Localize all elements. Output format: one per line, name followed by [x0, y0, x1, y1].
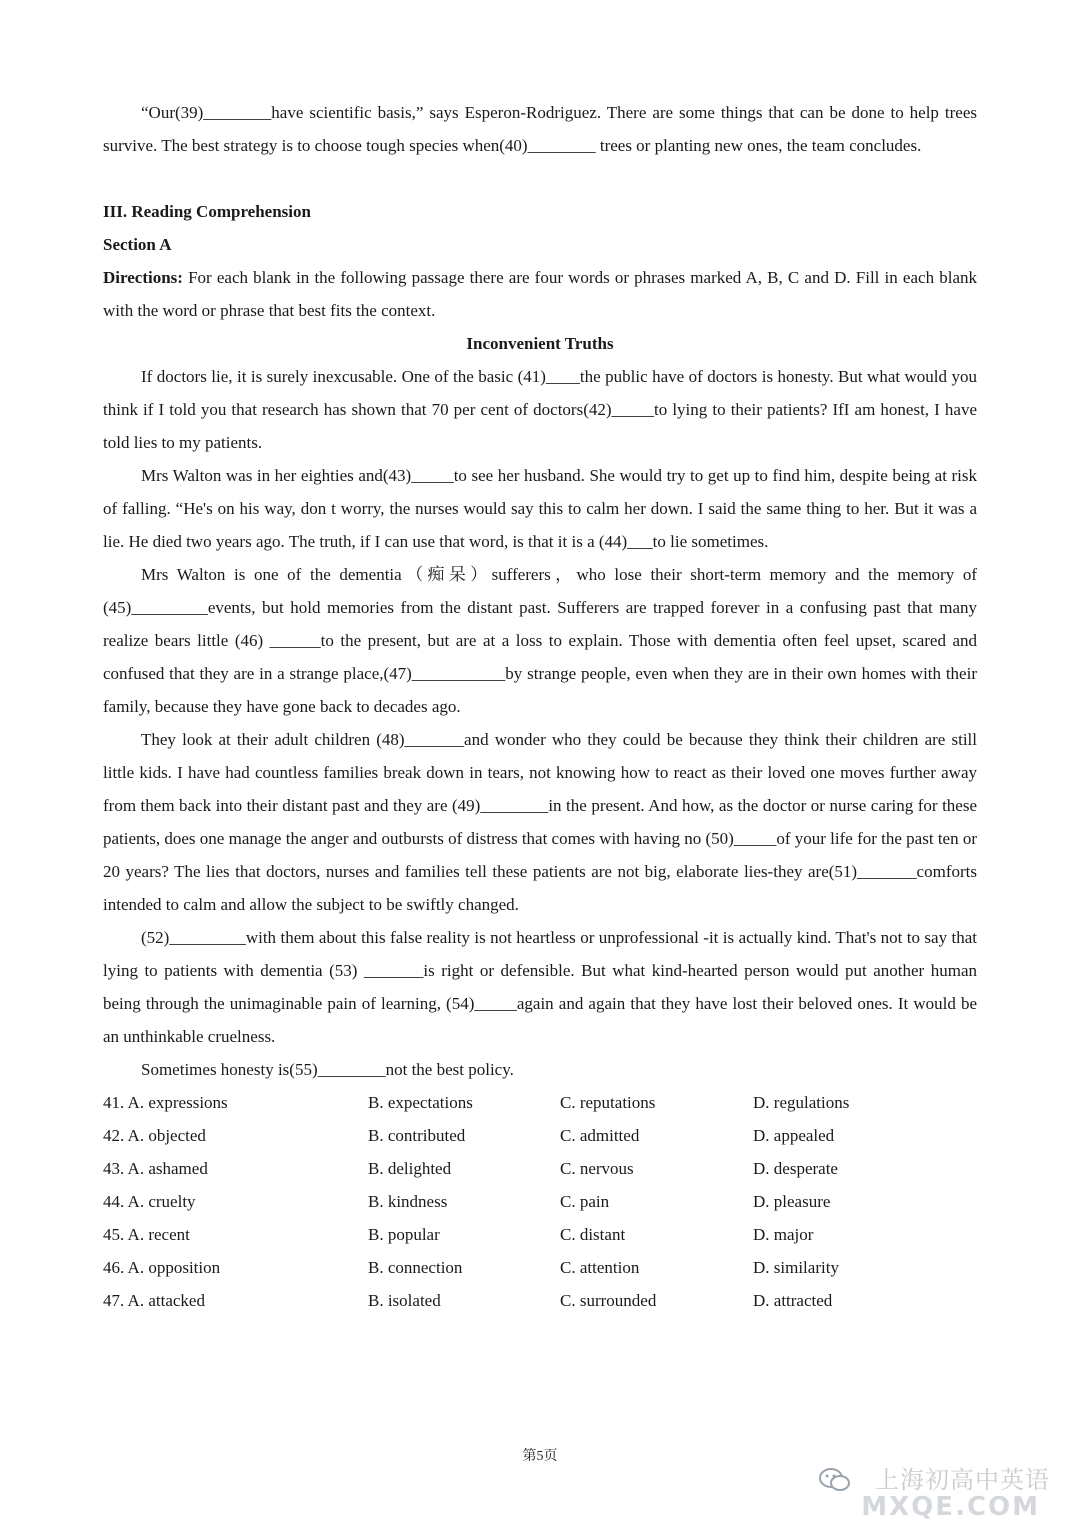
option-a: 43. A. ashamed: [103, 1159, 208, 1178]
passage-paragraph: Mrs Walton is one of the dementia（痴呆）sufferers，who lose their short-term memory and the memory of (45)_________events, but hold memories from the distant past. Sufferers are trapped forever in a confusing past that many realize bears little (46) ______to the present, but are at a loss to explain. Those with dementia often feel upset, scared and confused that they are in a strange place,(47)___________by strange people, even when they are in their own homes with their family, because they have gone back to decades ago.: [103, 565, 977, 716]
spacer: [103, 162, 977, 195]
passage-top-paragraph: “Our(39)________have scientific basis,” says Esperon-Rodriguez. There are some things that can be done to help trees survive. The best strategy is to choose tough species when(40)________ trees or planting new ones, the team concludes.: [103, 103, 977, 155]
option-c: C. reputations: [560, 1093, 656, 1112]
page-number: 第5页: [522, 1449, 558, 1464]
option-d: D. desperate: [753, 1159, 838, 1178]
document-page: [103, 96, 977, 1317]
passage-paragraph: (52)_________with them about this false reality is not heartless or unprofessional -it is actually kind. That's not to say that lying to patients with dementia (53) _______is right or defensible. But what kind-hearted person would put another human being through the unimaginable pain of learning, (54)_____again and again that they have lost their beloved ones. It would be an unthinkable cruelness.: [103, 928, 977, 1046]
option-b: B. popular: [368, 1225, 440, 1244]
option-row: [103, 1119, 977, 1152]
option-b: B. connection: [368, 1258, 463, 1277]
option-b: B. expectations: [368, 1093, 473, 1112]
option-row: [103, 1251, 977, 1284]
watermark-site: MXQE.COM: [861, 1492, 1040, 1522]
option-row: [103, 1218, 977, 1251]
option-d: D. major: [753, 1225, 814, 1244]
option-a: 45. A. recent: [103, 1225, 190, 1244]
passage-paragraph: Mrs Walton was in her eighties and(43)_____to see her husband. She would try to get up to find him, despite being at risk of falling. “He's on his way, don t worry, the nurses would say this to calm her down. I said the same thing to her. But it was a lie. He died two years ago. The truth, if I can use that word, is that it is a (44)___to lie sometimes.: [103, 466, 977, 551]
option-c: C. attention: [560, 1258, 640, 1277]
option-row: [103, 1284, 977, 1317]
wechat-icon: [818, 1467, 852, 1493]
option-a: 41. A. expressions: [103, 1093, 228, 1112]
option-b: B. delighted: [368, 1159, 452, 1178]
option-b: B. kindness: [368, 1192, 448, 1211]
option-c: C. admitted: [560, 1126, 640, 1145]
directions-label: Directions:: [103, 268, 183, 287]
section-title: Section A: [103, 235, 172, 254]
option-c: C. distant: [560, 1225, 626, 1244]
watermark-label: 上海初高中英语: [875, 1466, 1050, 1494]
passage-paragraph: If doctors lie, it is surely inexcusable. One of the basic (41)____the public have of doctors is honesty. But what would you think if I told you that research has shown that 70 per cent of doctors(42)_____to lying to their patients? IfI am honest, I have told lies to my patients.: [103, 367, 977, 452]
option-d: D. regulations: [753, 1093, 850, 1112]
option-c: C. nervous: [560, 1159, 634, 1178]
option-a: 42. A. objected: [103, 1126, 206, 1145]
option-d: D. attracted: [753, 1291, 833, 1310]
answer-options: [103, 1086, 977, 1317]
option-a: 47. A. attacked: [103, 1291, 205, 1310]
option-d: D. appealed: [753, 1126, 835, 1145]
option-d: D. similarity: [753, 1258, 839, 1277]
option-a: 44. A. cruelty: [103, 1192, 196, 1211]
option-row: [103, 1152, 977, 1185]
passage-title: Inconvenient Truths: [466, 334, 614, 353]
directions: [103, 261, 977, 327]
part-title: III. Reading Comprehension: [103, 202, 311, 221]
option-c: C. pain: [560, 1192, 610, 1211]
option-b: B. isolated: [368, 1291, 441, 1310]
option-a: 46. A. opposition: [103, 1258, 221, 1277]
option-d: D. pleasure: [753, 1192, 831, 1211]
watermark-text: [875, 1460, 1050, 1495]
option-row: [103, 1185, 977, 1218]
passage-paragraph: They look at their adult children (48)_______and wonder who they could be because they think their children are still little kids. I have had countless families break down in tears, not knowing how to react as their loved one moves further away from them back into their distant past and they are (49)________in the present. And how, as the doctor or nurse caring for these patients, does one manage the anger and outbursts of distress that comes with having no (50)_____of your life for the past ten or 20 years? The lies that doctors, nurses and families tell these patients are not big, elaborate lies-they are(51)_______comforts intended to calm and allow the subject to be swiftly changed.: [103, 730, 977, 914]
option-row: [103, 1086, 977, 1119]
directions-text: For each blank in the following passage there are four words or phrases marked A, B, C and D. Fill in each blank with the word or phrase that best fits the context.: [103, 268, 977, 320]
passage-paragraph: Sometimes honesty is(55)________not the best policy.: [141, 1060, 514, 1079]
option-c: C. surrounded: [560, 1291, 657, 1310]
option-b: B. contributed: [368, 1126, 466, 1145]
